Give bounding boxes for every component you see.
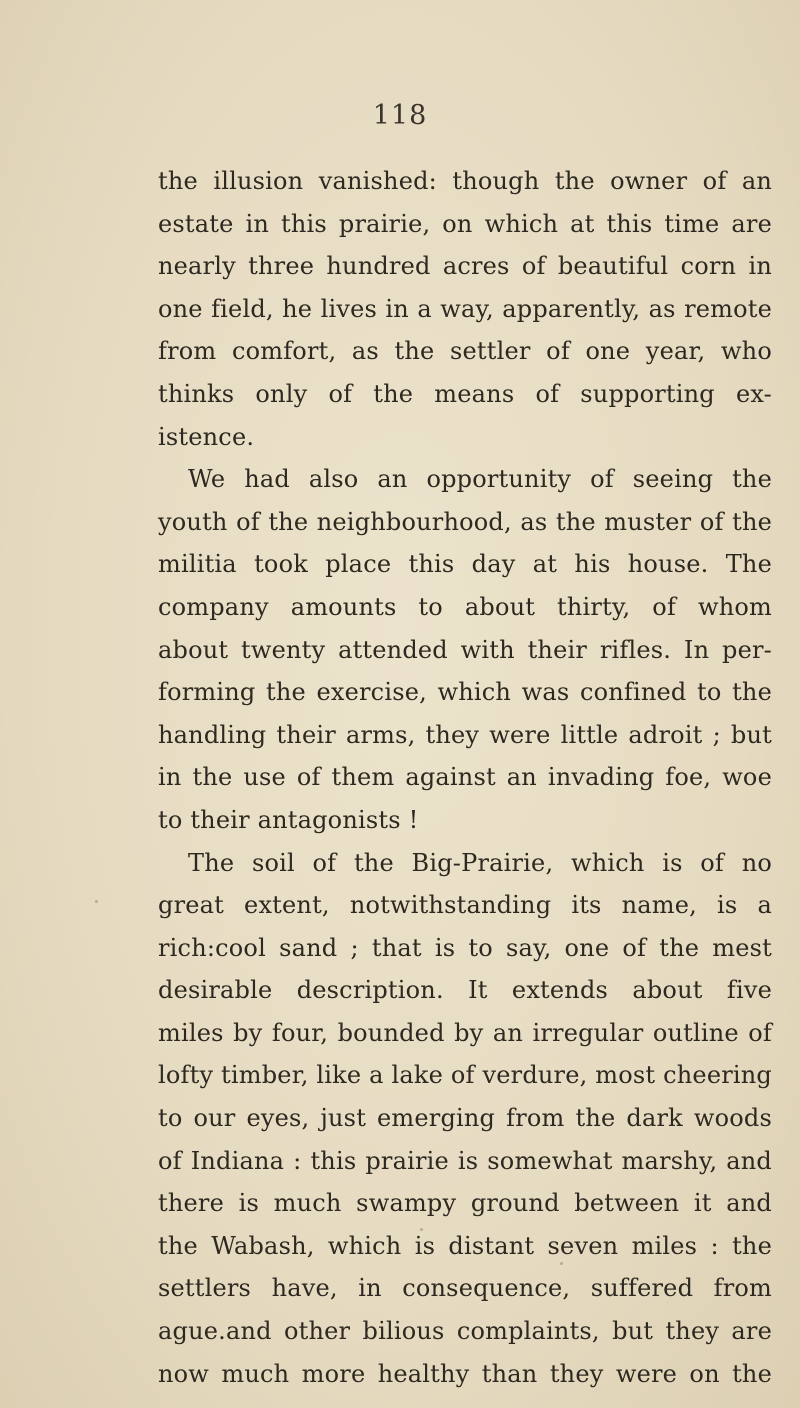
text-line: handling their arms, they were little adroit ; but: [158, 720, 772, 749]
text-line: from comfort, as the settler of one year, who: [158, 337, 772, 366]
text-line: militia took place this day at his house. The: [158, 550, 772, 579]
text-line: settlers have, in consequence, suffered from: [158, 1274, 772, 1303]
text-line: desirable description. It extends about five: [158, 976, 772, 1005]
paper-speck: [420, 1228, 423, 1231]
text-line: the Wabash, which is distant seven miles : the: [158, 1231, 772, 1260]
text-line: youth of the neighbourhood, as the muster of the: [158, 507, 772, 536]
text-line: great extent, notwithstanding its name, is a: [158, 891, 772, 920]
text-line: lofty timber, like a lake of verdure, most cheering: [158, 1061, 772, 1090]
body-text: [158, 160, 772, 1395]
text-line: in the use of them against an invading foe, woe: [158, 763, 772, 792]
paper-speck: [95, 900, 98, 903]
text-line: company amounts to about thirty, of whom: [158, 592, 772, 621]
text-line: of Indiana : this prairie is somewhat marshy, and: [158, 1146, 772, 1175]
page-number: 118: [372, 100, 428, 131]
text-line: there is much swampy ground between it and: [158, 1189, 772, 1218]
text-line: estate in this prairie, on which at this time are: [158, 209, 772, 238]
text-line: about twenty attended with their rifles. In per-: [158, 635, 772, 664]
text-line: miles by four, bounded by an irregular outline of: [158, 1018, 772, 1047]
text-line: the illusion vanished: though the owner of an: [158, 167, 772, 195]
paragraph-start-line: We had also an opportunity of seeing the: [188, 465, 772, 494]
text-line: now much more healthy than they were on the: [158, 1359, 772, 1388]
text-line: ague.and other bilious complaints, but they are: [158, 1317, 772, 1346]
paper-speck: [560, 1262, 563, 1265]
text-line: to their antagonists !: [158, 805, 419, 834]
text-line: nearly three hundred acres of beautiful corn in: [158, 252, 772, 281]
text-line: to our eyes, just emerging from the dark woods: [158, 1104, 772, 1133]
paragraph-start-line: The soil of the Big-Prairie, which is of no: [188, 848, 772, 877]
text-line: rich:cool sand ; that is to say, one of the mest: [158, 933, 772, 962]
text-line: one field, he lives in a way, apparently, as remote: [158, 294, 772, 323]
text-line: forming the exercise, which was confined to the: [158, 678, 772, 707]
text-line: istence.: [158, 422, 255, 451]
text-line: thinks only of the means of supporting ex-: [158, 379, 772, 408]
